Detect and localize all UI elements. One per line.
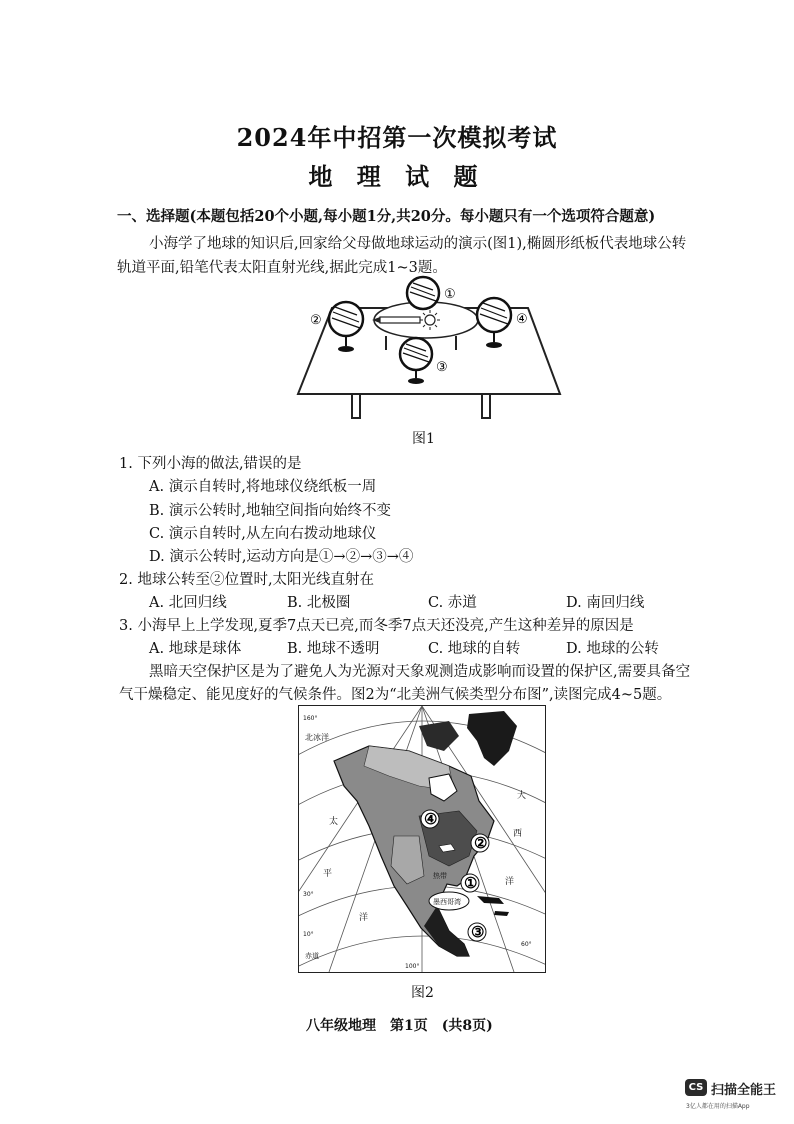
q2-option-a: A. 北回归线 (149, 595, 227, 611)
q3-option-c: C. 地球的自转 (428, 641, 521, 657)
map-label-pacific-2: 平 (323, 869, 333, 879)
q3-stem: 3. 小海早上上学发现,夏季7点天已亮,而冬季7点天还没亮,产生这种差异的原因是 (119, 618, 634, 634)
intro-line-1: 小海学了地球的知识后,回家给父母做地球运动的演示(图1),椭圆形纸板代表地球公转 (149, 236, 687, 252)
q3-option-a: A. 地球是球体 (149, 641, 242, 657)
page-footer: 八年级地理 第1页 (共8页) (306, 1018, 493, 1034)
figure2-caption: 图2 (411, 985, 434, 1001)
q2-option-d: D. 南回归线 (566, 595, 645, 611)
map-label-atlantic-2: 西 (513, 829, 523, 839)
scanner-app-icon: CS (685, 1079, 707, 1096)
q1-option-a: A. 演示自转时,将地球仪绕纸板一周 (149, 479, 377, 495)
figure2-map (299, 706, 545, 972)
q3-option-d: D. 地球的公转 (566, 641, 659, 657)
lon-label-60: 60° (521, 941, 532, 948)
q2-option-c: C. 赤道 (428, 595, 477, 611)
intro-line-2: 轨道平面,铅笔代表太阳直射光线,据此完成1~3题。 (117, 260, 447, 276)
table-leg-left (352, 394, 360, 418)
greenland-landmass (467, 711, 517, 766)
section-heading: 一、选择题(本题包括20个小题,每小题1分,共20分。每小题只有一个选项符合题意) (117, 208, 656, 225)
figure2-marker-2: ② (474, 834, 488, 852)
scanner-app-tagline: 3亿人都在用的扫描App (686, 1103, 750, 1110)
globe-1-icon (407, 277, 439, 309)
map-label-atlantic-3: 洋 (505, 877, 515, 887)
figure2-marker-3: ③ (471, 923, 485, 941)
passage2-line-2: 气干燥稳定、能见度好的气候条件。图2为“北美洲气候类型分布图”,读图完成4~5题。 (119, 687, 672, 703)
lon-label-160: 160° (303, 715, 318, 722)
sun-icon (420, 310, 440, 330)
lat-label-30: 30° (303, 891, 314, 898)
q1-option-d: D. 演示公转时,运动方向是①→②→③→④ (149, 549, 414, 565)
q1-option-c: C. 演示自转时,从左向右拨动地球仪 (149, 526, 377, 542)
map-label-pacific-3: 洋 (359, 913, 369, 923)
exam-title: 2024年中招第一次模拟考试 (236, 123, 558, 152)
passage2-line-1: 黑暗天空保护区是为了避免人为光源对天象观测造成影响而设置的保护区,需要具备空 (149, 664, 691, 680)
pencil (380, 317, 420, 323)
exam-subtitle: 地 理 试 题 (308, 162, 486, 191)
lat-label-10: 10° (303, 931, 314, 938)
figure2-marker-4: ④ (424, 810, 438, 828)
figure1-caption: 图1 (412, 431, 435, 447)
map-label-gulf: 墨西哥湾 (433, 898, 461, 906)
map-label-equator: 赤道 (305, 952, 319, 960)
q2-option-b: B. 北极圈 (287, 595, 351, 611)
figure1-marker-2: ② (310, 313, 322, 328)
table-leg-right (482, 394, 490, 418)
q3-option-b: B. 地球不透明 (287, 641, 380, 657)
arctic-islands (419, 721, 459, 751)
figure1-marker-3: ③ (436, 360, 448, 375)
figure1-marker-4: ④ (516, 312, 528, 327)
map-label-arctic: 北冰洋 (305, 733, 329, 742)
map-label-atlantic-1: 大 (517, 791, 527, 801)
scanner-app-name: 扫描全能王 (711, 1083, 777, 1098)
figure2-marker-1: ① (464, 874, 478, 892)
q1-option-b: B. 演示公转时,地轴空间指向始终不变 (149, 503, 391, 519)
map-label-pacific-1: 太 (329, 817, 339, 827)
figure1-marker-1: ① (444, 287, 456, 302)
q1-stem: 1. 下列小海的做法,错误的是 (119, 456, 302, 472)
map-label-tropic: 热带 (433, 872, 447, 880)
figure1-illustration (290, 268, 570, 420)
figure2-frame (298, 705, 546, 973)
q2-stem: 2. 地球公转至②位置时,太阳光线直射在 (119, 572, 375, 588)
lon-label-100: 100° (405, 963, 420, 970)
